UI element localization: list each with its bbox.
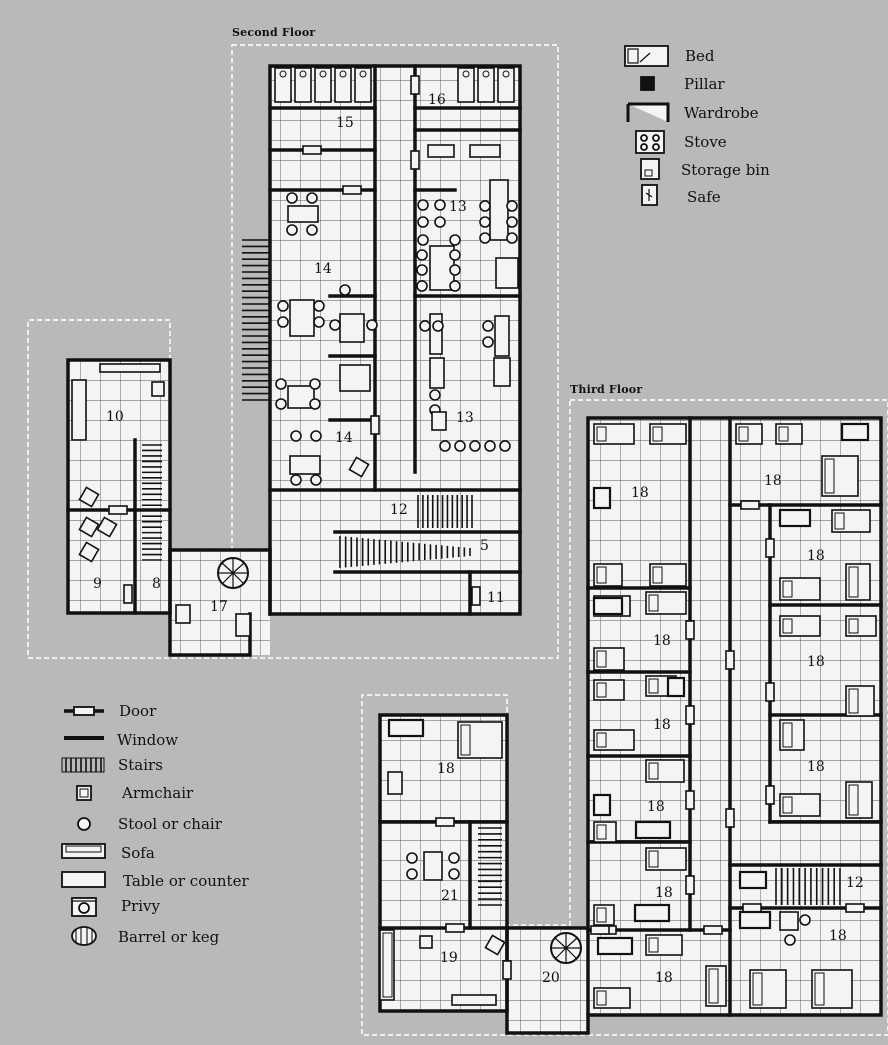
bed-pillow [783,797,792,813]
door [686,706,694,724]
stool [291,475,301,485]
bed-pillow [597,683,606,697]
door [704,926,722,934]
legend-label: Wardrobe [684,104,759,122]
room-number: 13 [456,410,474,426]
legend-top-icons [625,46,668,205]
room-number: 9 [93,576,102,592]
stool [418,200,428,210]
storage-bin [176,605,190,623]
bed-pillow [649,938,658,952]
table [430,314,442,354]
stool [367,320,377,330]
legend-label: Armchair [122,784,194,802]
stool [276,399,286,409]
bed-pillow [597,991,606,1005]
table [424,852,442,880]
room-number: 16 [428,92,446,108]
door [766,786,774,804]
bed-pillow [649,595,658,611]
spiral-stairs-22 [551,933,581,963]
door [726,809,734,827]
bed-pillow [597,567,606,583]
stool [307,225,317,235]
table [72,380,86,440]
room-number: 10 [106,409,124,425]
stool [433,321,443,331]
room-number: 5 [480,538,489,554]
room-number: 20 [542,970,560,986]
wardrobe [636,822,670,838]
stove-icon [636,131,664,153]
bed-pillow [849,689,858,713]
legend-label: Pillar [684,75,725,93]
room-number: 18 [631,485,649,501]
wardrobe [780,510,810,526]
stool [417,281,427,291]
stool [483,321,493,331]
stool [340,285,350,295]
storage-bin [388,772,402,794]
bed-pillow [503,71,509,77]
stool [278,301,288,311]
wardrobe [389,720,423,736]
door [411,76,419,94]
stool [507,233,517,243]
armchair [420,936,432,948]
room-number: 14 [335,430,353,446]
table [290,456,320,474]
stool [800,915,810,925]
privy-icon [72,898,96,916]
stool-icon [78,818,90,830]
table [428,145,454,157]
stool [430,390,440,400]
door [446,924,464,932]
storage-bin [780,912,798,930]
room-number: 12 [846,875,864,891]
stool [287,193,297,203]
stool [485,441,495,451]
bed-pillow [649,763,658,779]
room-number: 18 [653,717,671,733]
stool [287,225,297,235]
room-number: 11 [487,590,505,606]
bed-pillow [649,679,658,693]
table [340,314,364,342]
bed-pillow [597,733,606,747]
door-icon [64,707,104,715]
legend-label: Stairs [118,756,163,774]
bed-pillow [300,71,306,77]
room-number: 15 [336,115,354,131]
room-number: 17 [210,599,228,615]
bed-pillow [779,427,788,441]
wardrobe [635,905,669,921]
bed-pillow [483,71,489,77]
door [726,651,734,669]
stool [420,321,430,331]
bed-pillow [597,825,606,839]
wardrobe [740,872,766,888]
door [109,506,127,514]
table [490,180,508,240]
stool [417,265,427,275]
bed-pillow [849,785,858,815]
stool [418,235,428,245]
stool [311,431,321,441]
stool [417,250,427,260]
storage-bin [152,382,164,396]
room-number: 18 [655,885,673,901]
safe [236,614,250,636]
spiral-stairs-17 [218,558,248,588]
legend-bottom-icons [62,707,105,945]
bed-pillow [739,427,748,441]
door [766,539,774,557]
storage-bin-icon [641,159,659,179]
table [470,145,500,157]
third-floor-title: Third Floor [570,383,643,396]
stool [311,475,321,485]
table [430,358,444,388]
door [343,186,361,194]
stool [785,935,795,945]
stool [470,441,480,451]
bed-pillow [597,651,606,667]
stool [310,399,320,409]
stool [455,441,465,451]
room-number: 18 [437,761,455,777]
door [766,683,774,701]
room-number: 18 [653,633,671,649]
room-number: 18 [807,654,825,670]
legend-label: Door [119,702,157,720]
wardrobe [668,678,684,696]
stool [418,217,428,227]
bed-pillow [320,71,326,77]
bed-pillow [783,619,792,633]
room-number: 12 [390,502,408,518]
stool [314,317,324,327]
bed-pillow [360,71,366,77]
door [743,904,761,912]
stool [449,869,459,879]
legend-label: Safe [687,188,721,206]
barrel-icon [72,927,96,945]
bed-pillow [649,851,658,867]
wardrobe [594,795,610,815]
stool [278,317,288,327]
stool [291,431,301,441]
legend-label: Table or counter [123,872,249,890]
stool [307,193,317,203]
room-number: 21 [441,888,459,904]
stool [330,320,340,330]
stool [507,201,517,211]
room-number: 18 [829,928,847,944]
legend-label: Sofa [121,844,155,862]
door [472,587,480,605]
door [124,585,132,603]
legend-label: Stool or chair [118,815,222,833]
stool [500,441,510,451]
stool [435,200,445,210]
room-number: 18 [655,970,673,986]
bed-pillow [849,567,858,597]
door [503,961,511,979]
table [100,364,160,372]
legend-label: Stove [684,133,727,151]
bed-pillow [653,567,662,583]
table [432,412,446,430]
bed-pillow [383,933,392,997]
bed-pillow [783,581,792,597]
pillar-icon [641,77,654,90]
legend-label: Privy [121,897,161,915]
door [846,904,864,912]
stool [450,281,460,291]
safe-icon [642,185,657,205]
bed-pillow [849,619,858,633]
room-number: 18 [807,548,825,564]
room-number: 18 [807,759,825,775]
legend-label: Window [117,731,179,749]
bed-pillow [597,908,606,922]
table [290,300,314,336]
bed-pillow [653,427,662,441]
door [591,926,609,934]
table [494,358,510,386]
door [686,621,694,639]
stool [480,233,490,243]
stool [310,379,320,389]
room-number: 14 [314,261,332,277]
stool [440,441,450,451]
sofa-icon [62,844,105,858]
bed-pillow [835,513,844,529]
stool [507,217,517,227]
bed-pillow [825,459,834,493]
stool [276,379,286,389]
table [452,995,496,1005]
legend-label: Barrel or keg [118,928,220,946]
stool [480,201,490,211]
stool [435,217,445,227]
stool [450,250,460,260]
door [686,791,694,809]
stool [407,869,417,879]
stool [314,301,324,311]
room-number: 18 [764,473,782,489]
room-number: 8 [152,576,161,592]
bed-pillow [340,71,346,77]
table-icon [62,872,105,887]
table [340,365,370,391]
wardrobe [598,938,632,954]
stairs-icon [62,758,104,772]
door [411,151,419,169]
table [496,258,518,288]
table [288,206,318,222]
armchair-icon [77,786,91,800]
stool [480,217,490,227]
legend-label: Bed [685,47,715,65]
room-number: 18 [647,799,665,815]
bed-pillow [597,427,606,441]
bed-pillow [280,71,286,77]
table [495,316,509,356]
door [741,501,759,509]
wardrobe-icon [628,104,668,122]
second-floor-title: Second Floor [232,26,316,39]
legend-label: Storage bin [681,161,770,179]
bed-pillow [709,969,718,1003]
wardrobe [740,912,770,928]
wardrobe [842,424,868,440]
stool [483,337,493,347]
stool [449,853,459,863]
door [686,876,694,894]
door [436,818,454,826]
door [303,146,321,154]
room-number: 19 [440,950,458,966]
room-number: 13 [449,199,467,215]
door [371,416,379,434]
bed-icon [625,46,668,66]
bed-pillow [463,71,469,77]
bed-pillow [783,723,792,747]
stool [450,235,460,245]
wardrobe [594,488,610,508]
stool [450,265,460,275]
wardrobe [594,598,622,614]
bed-pillow [753,973,762,1005]
bed-pillow [461,725,470,755]
stool [407,853,417,863]
bed-pillow [815,973,824,1005]
